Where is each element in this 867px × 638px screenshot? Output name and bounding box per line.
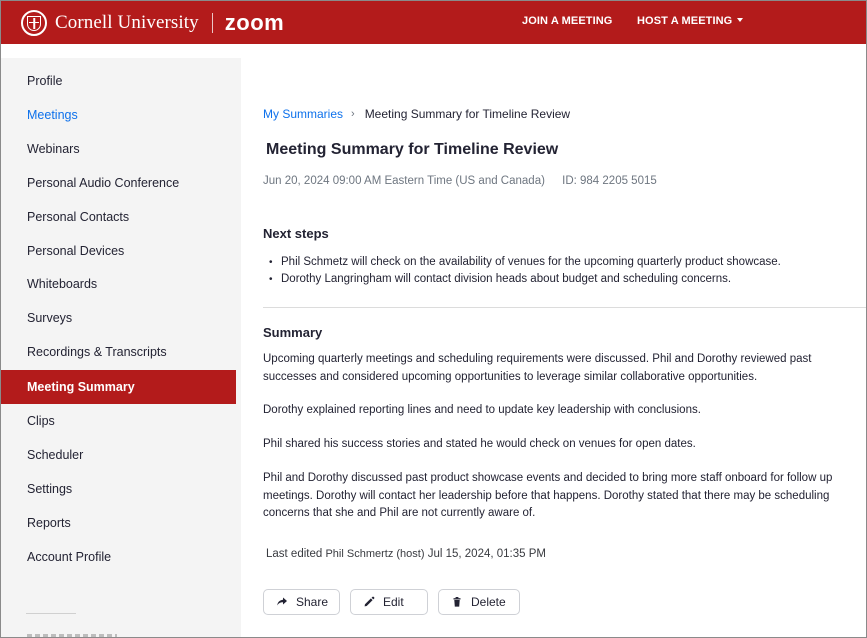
last-edited-prefix: Last edited	[266, 548, 323, 560]
sidebar-item-webinars[interactable]: Webinars	[27, 142, 80, 156]
host-meeting-menu[interactable]	[637, 15, 743, 27]
university-name: Cornell University	[55, 12, 199, 33]
summary-paragraph: Upcoming quarterly meetings and scheduling requirements were discussed. Phil and Dorothy reviewed past successes and considered upcoming opportunities to leverage similar collaborative opportunities.	[263, 353, 812, 383]
host-meeting-label: HOST A MEETING	[637, 15, 733, 27]
sidebar-item-recordings-transcripts[interactable]: Recordings & Transcripts	[27, 345, 167, 359]
caret-down-icon	[737, 18, 743, 22]
last-edited-by: Phil Schmertz (host)	[325, 548, 425, 560]
edit-label: Edit	[383, 595, 404, 609]
sidebar-item-surveys[interactable]: Surveys	[27, 311, 73, 325]
pencil-icon	[363, 596, 375, 608]
summary-paragraph: Phil and Dorothy discussed past product showcase events and decided to bring more staff onboard for follow up meetings. Dorothy will contact her leadership before that happens. Dorothy stated that there may be scheduling concerns that she and Phil are not currently aware of.	[263, 472, 833, 519]
share-label: Share	[296, 595, 329, 609]
delete-button[interactable]	[438, 589, 520, 615]
next-steps-list	[269, 254, 781, 288]
breadcrumb-current: Meeting Summary for Timeline Review	[364, 107, 571, 121]
share-button[interactable]	[263, 589, 340, 615]
sidebar-item-whiteboards[interactable]: Whiteboards	[27, 277, 98, 291]
sidebar-item-personal-devices[interactable]: Personal Devices	[27, 244, 125, 258]
meeting-meta	[263, 175, 657, 187]
sidebar-item-profile[interactable]: Profile	[27, 74, 63, 88]
sidebar-item-reports[interactable]: Reports	[27, 516, 71, 530]
top-header	[1, 1, 867, 44]
zoom-logo: zoom	[224, 10, 285, 35]
share-arrow-icon	[276, 596, 288, 608]
next-steps-heading: Next steps	[263, 226, 329, 241]
main-content	[241, 58, 867, 638]
breadcrumb-my-summaries[interactable]: My Summaries	[263, 107, 344, 121]
page-title: Meeting Summary for Timeline Review	[266, 141, 559, 158]
list-item: • Dorothy Langringham will contact division heads about budget and scheduling concerns.	[269, 271, 781, 288]
join-meeting-link[interactable]: JOIN A MEETING	[522, 15, 613, 27]
list-item: • Phil Schmetz will check on the availability of venues for the upcoming quarterly product showcase.	[269, 254, 781, 271]
sidebar-item-scheduler[interactable]: Scheduler	[27, 448, 84, 462]
action-buttons	[263, 589, 530, 615]
last-edited-at: Jul 15, 2024, 01:35 PM	[427, 548, 546, 560]
sidebar-clipped-item	[27, 634, 117, 638]
sidebar-item-meeting-summary[interactable]: Meeting Summary	[1, 370, 236, 404]
brand[interactable]	[21, 9, 284, 37]
sidebar-item-personal-audio-conference[interactable]: Personal Audio Conference	[27, 176, 180, 190]
last-edited	[266, 548, 546, 560]
brand-divider	[212, 13, 213, 33]
summary-heading: Summary	[263, 325, 323, 340]
sidebar-item-personal-contacts[interactable]: Personal Contacts	[27, 210, 130, 224]
breadcrumb	[263, 107, 570, 121]
sidebar-item-meetings[interactable]: Meetings	[27, 108, 78, 122]
chevron-right-icon: ›	[351, 108, 355, 120]
summary-paragraph: Phil shared his success stories and stated he would check on venues for open dates.	[263, 438, 696, 450]
trash-icon	[451, 596, 463, 608]
cornell-seal-icon	[21, 10, 47, 36]
section-divider	[263, 307, 867, 308]
delete-label: Delete	[471, 595, 506, 609]
sidebar-item-settings[interactable]: Settings	[27, 482, 73, 496]
sidebar-divider	[26, 613, 76, 614]
sidebar-item-account-profile[interactable]: Account Profile	[27, 550, 112, 564]
meeting-id: ID: 984 2205 5015	[562, 175, 657, 187]
meeting-datetime: Jun 20, 2024 09:00 AM Eastern Time (US and Canada)	[263, 175, 545, 187]
sidebar	[1, 58, 241, 638]
sidebar-item-clips[interactable]: Clips	[27, 414, 55, 428]
summary-paragraph: Dorothy explained reporting lines and need to update key leadership with conclusions.	[263, 404, 701, 416]
edit-button[interactable]	[350, 589, 428, 615]
